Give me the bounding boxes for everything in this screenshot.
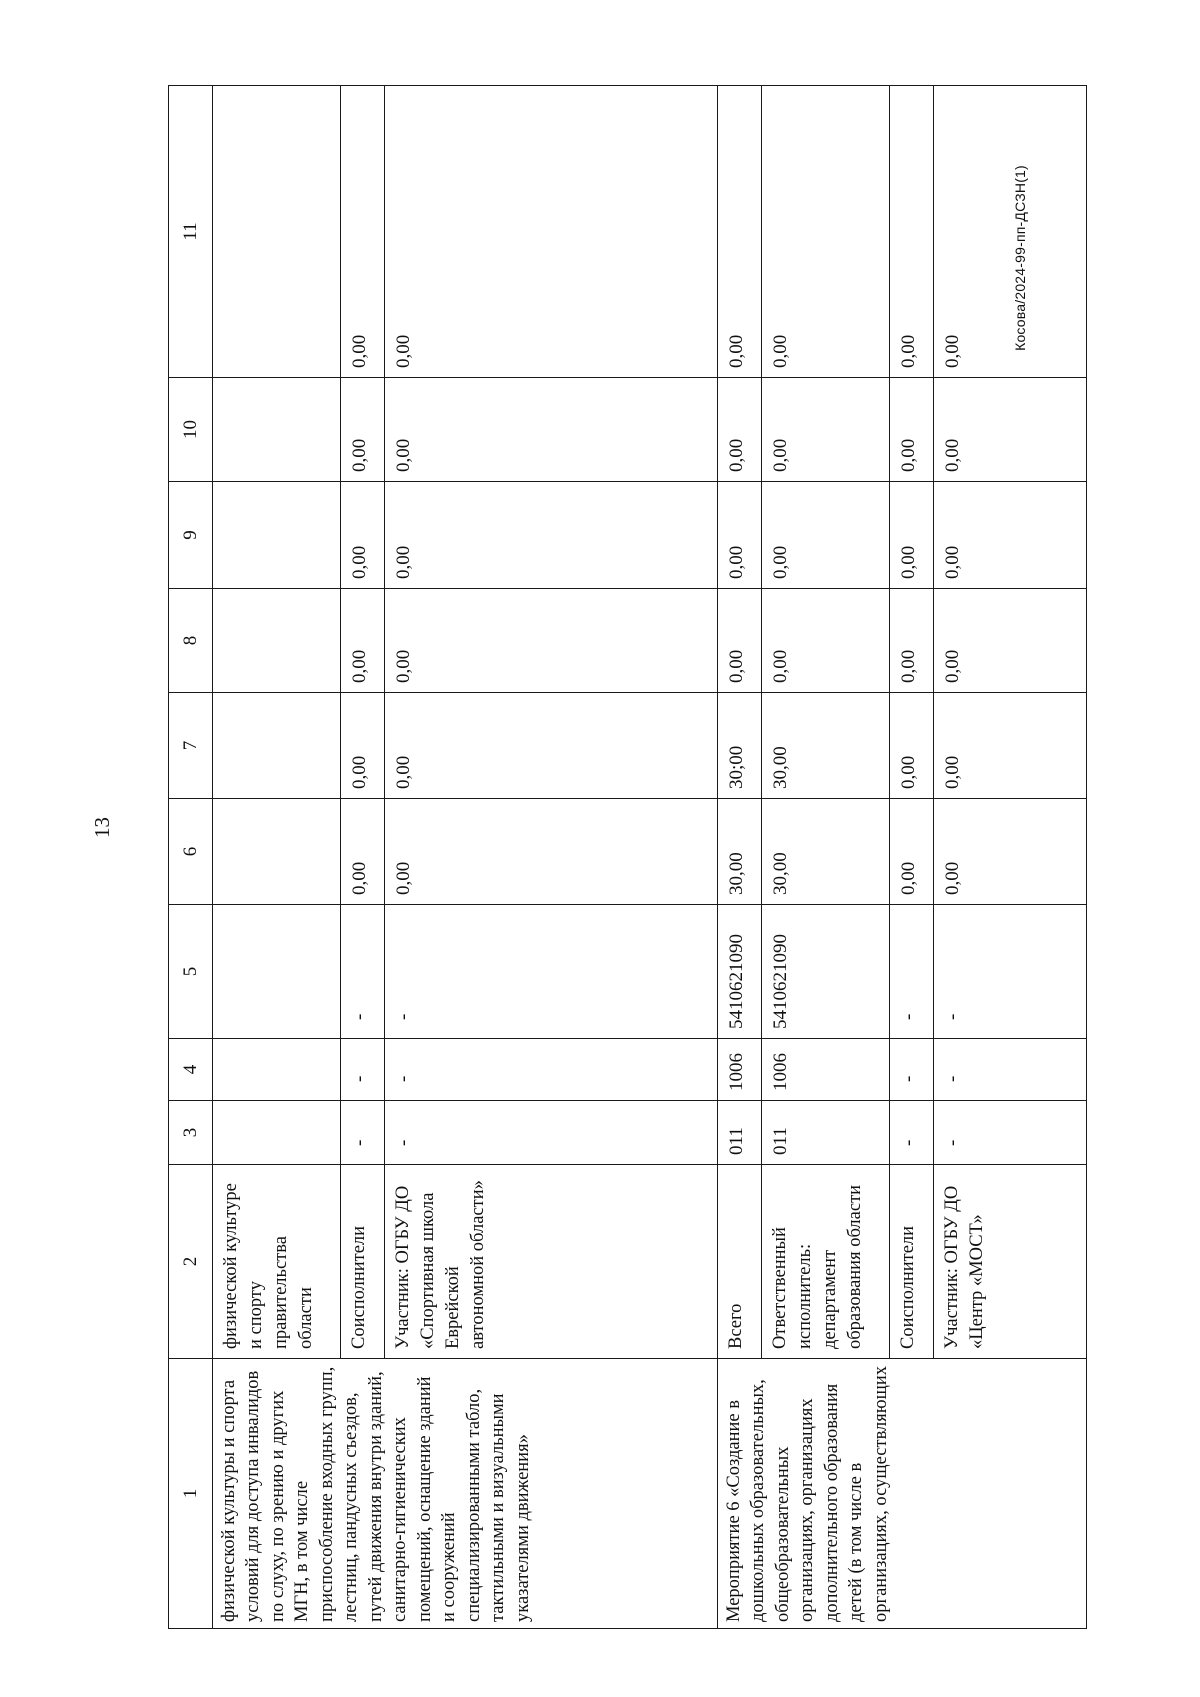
cell-c9: 0,00	[341, 482, 385, 589]
cell-c6: 0,00	[890, 799, 934, 905]
col-header-8: 8	[169, 589, 213, 693]
cell-c3: -	[385, 1101, 718, 1165]
cell-c11: 0,00	[341, 86, 385, 378]
cell-c6: 30,00	[761, 799, 889, 905]
cell-c5	[212, 905, 340, 1039]
cell-c4: 1006	[717, 1039, 761, 1101]
cell-c6	[212, 799, 340, 905]
cell-c11: 0,00	[385, 86, 718, 378]
page-number: 13	[90, 817, 114, 838]
participant-cell: Участник: ОГБУ ДО «Центр «МОСТ»	[933, 1165, 1086, 1359]
participant-cell: Соисполнители	[890, 1165, 934, 1359]
cell-c7	[212, 693, 340, 799]
cell-c4: -	[385, 1039, 718, 1101]
col-header-5: 5	[169, 905, 213, 1039]
cell-c4: -	[341, 1039, 385, 1101]
cell-c10: 0,00	[717, 378, 761, 482]
column-number-row	[169, 86, 213, 1629]
col-header-3: 3	[169, 1101, 213, 1165]
cell-c3	[212, 1101, 340, 1165]
cell-c8: 0,00	[933, 589, 1086, 693]
document-code: Косова/2024-99-пп-ДСЗН(1)	[1012, 165, 1028, 351]
cell-c8	[212, 589, 340, 693]
participant-cell: Соисполнители	[341, 1165, 385, 1359]
event-description-a: физической культуры и спорта условий для доступа инвалидов по слуху, по зрению и других МГН, в том числе приспособление входных групп, лестниц, пандусных съездов, путей движения внутри зданий, санитарно-гигиенических помещений, оснащение зданий и сооружений специализированными табло, тактильными и визуальными указателями движения»	[212, 1359, 717, 1629]
cell-c9: 0,00	[933, 482, 1086, 589]
cell-c7: 30;00	[717, 693, 761, 799]
cell-c5: 5410621090	[717, 905, 761, 1039]
cell-c6: 0,00	[341, 799, 385, 905]
cell-c3: 011	[717, 1101, 761, 1165]
cell-c4	[212, 1039, 340, 1101]
cell-c9: 0,00	[717, 482, 761, 589]
cell-c8: 0,00	[761, 589, 889, 693]
participant-cell: физической культуре и спорту правительства области	[212, 1165, 340, 1359]
cell-c6: 0,00	[933, 799, 1086, 905]
cell-c10: 0,00	[761, 378, 889, 482]
col-header-4: 4	[169, 1039, 213, 1101]
cell-c11: 0,00	[890, 86, 934, 378]
cell-c5: -	[933, 905, 1086, 1039]
cell-c8: 0,00	[385, 589, 718, 693]
cell-c4: -	[933, 1039, 1086, 1101]
cell-c10: 0,00	[341, 378, 385, 482]
cell-c5: -	[341, 905, 385, 1039]
cell-c10: 0,00	[385, 378, 718, 482]
cell-c3: -	[933, 1101, 1086, 1165]
col-header-7: 7	[169, 693, 213, 799]
cell-c6: 30,00	[717, 799, 761, 905]
col-header-9: 9	[169, 482, 213, 589]
cell-c7: 0,00	[341, 693, 385, 799]
cell-c9: 0,00	[385, 482, 718, 589]
cell-c8: 0,00	[341, 589, 385, 693]
col-header-6: 6	[169, 799, 213, 905]
cell-c4: -	[890, 1039, 934, 1101]
cell-c5: 5410621090	[761, 905, 889, 1039]
col-header-10: 10	[169, 378, 213, 482]
cell-c11	[212, 86, 340, 378]
table-row	[212, 86, 340, 1629]
cell-c9: 0,00	[761, 482, 889, 589]
cell-c9: 0,00	[890, 482, 934, 589]
table-row	[717, 86, 761, 1629]
cell-c7: 30,00	[761, 693, 889, 799]
col-header-1: 1	[169, 1359, 213, 1629]
cell-c7: 0,00	[933, 693, 1086, 799]
col-header-11: 11	[169, 86, 213, 378]
cell-c8: 0,00	[717, 589, 761, 693]
cell-c5: -	[385, 905, 718, 1039]
cell-c5: -	[890, 905, 934, 1039]
cell-c6: 0,00	[385, 799, 718, 905]
participant-cell: Ответственный исполнитель: департамент образования области	[761, 1165, 889, 1359]
col-header-2: 2	[169, 1165, 213, 1359]
cell-c4: 1006	[761, 1039, 889, 1101]
cell-c3: 011	[761, 1101, 889, 1165]
cell-c3: -	[890, 1101, 934, 1165]
cell-c11: 0,00	[761, 86, 889, 378]
cell-c8: 0,00	[890, 589, 934, 693]
cell-c7: 0,00	[385, 693, 718, 799]
cell-c10: 0,00	[890, 378, 934, 482]
cell-c10: 0,00	[933, 378, 1086, 482]
cell-c10	[212, 378, 340, 482]
participant-cell: Участник: ОГБУ ДО «Спортивная школа Еврейской автономной области»	[385, 1165, 718, 1359]
participant-cell: Всего	[717, 1165, 761, 1359]
cell-c11: 0,00	[933, 86, 1086, 378]
event-description-b: Мероприятие 6 «Создание в дошкольных образовательных, общеобразовательных организациях, организациях дополнительного образования детей (в том числе в организациях, осуществляющих	[717, 1359, 1086, 1629]
cell-c9	[212, 482, 340, 589]
cell-c11: 0,00	[717, 86, 761, 378]
budget-table-rotated	[168, 86, 1087, 1629]
cell-c3: -	[341, 1101, 385, 1165]
budget-table	[168, 85, 1087, 1629]
cell-c7: 0,00	[890, 693, 934, 799]
